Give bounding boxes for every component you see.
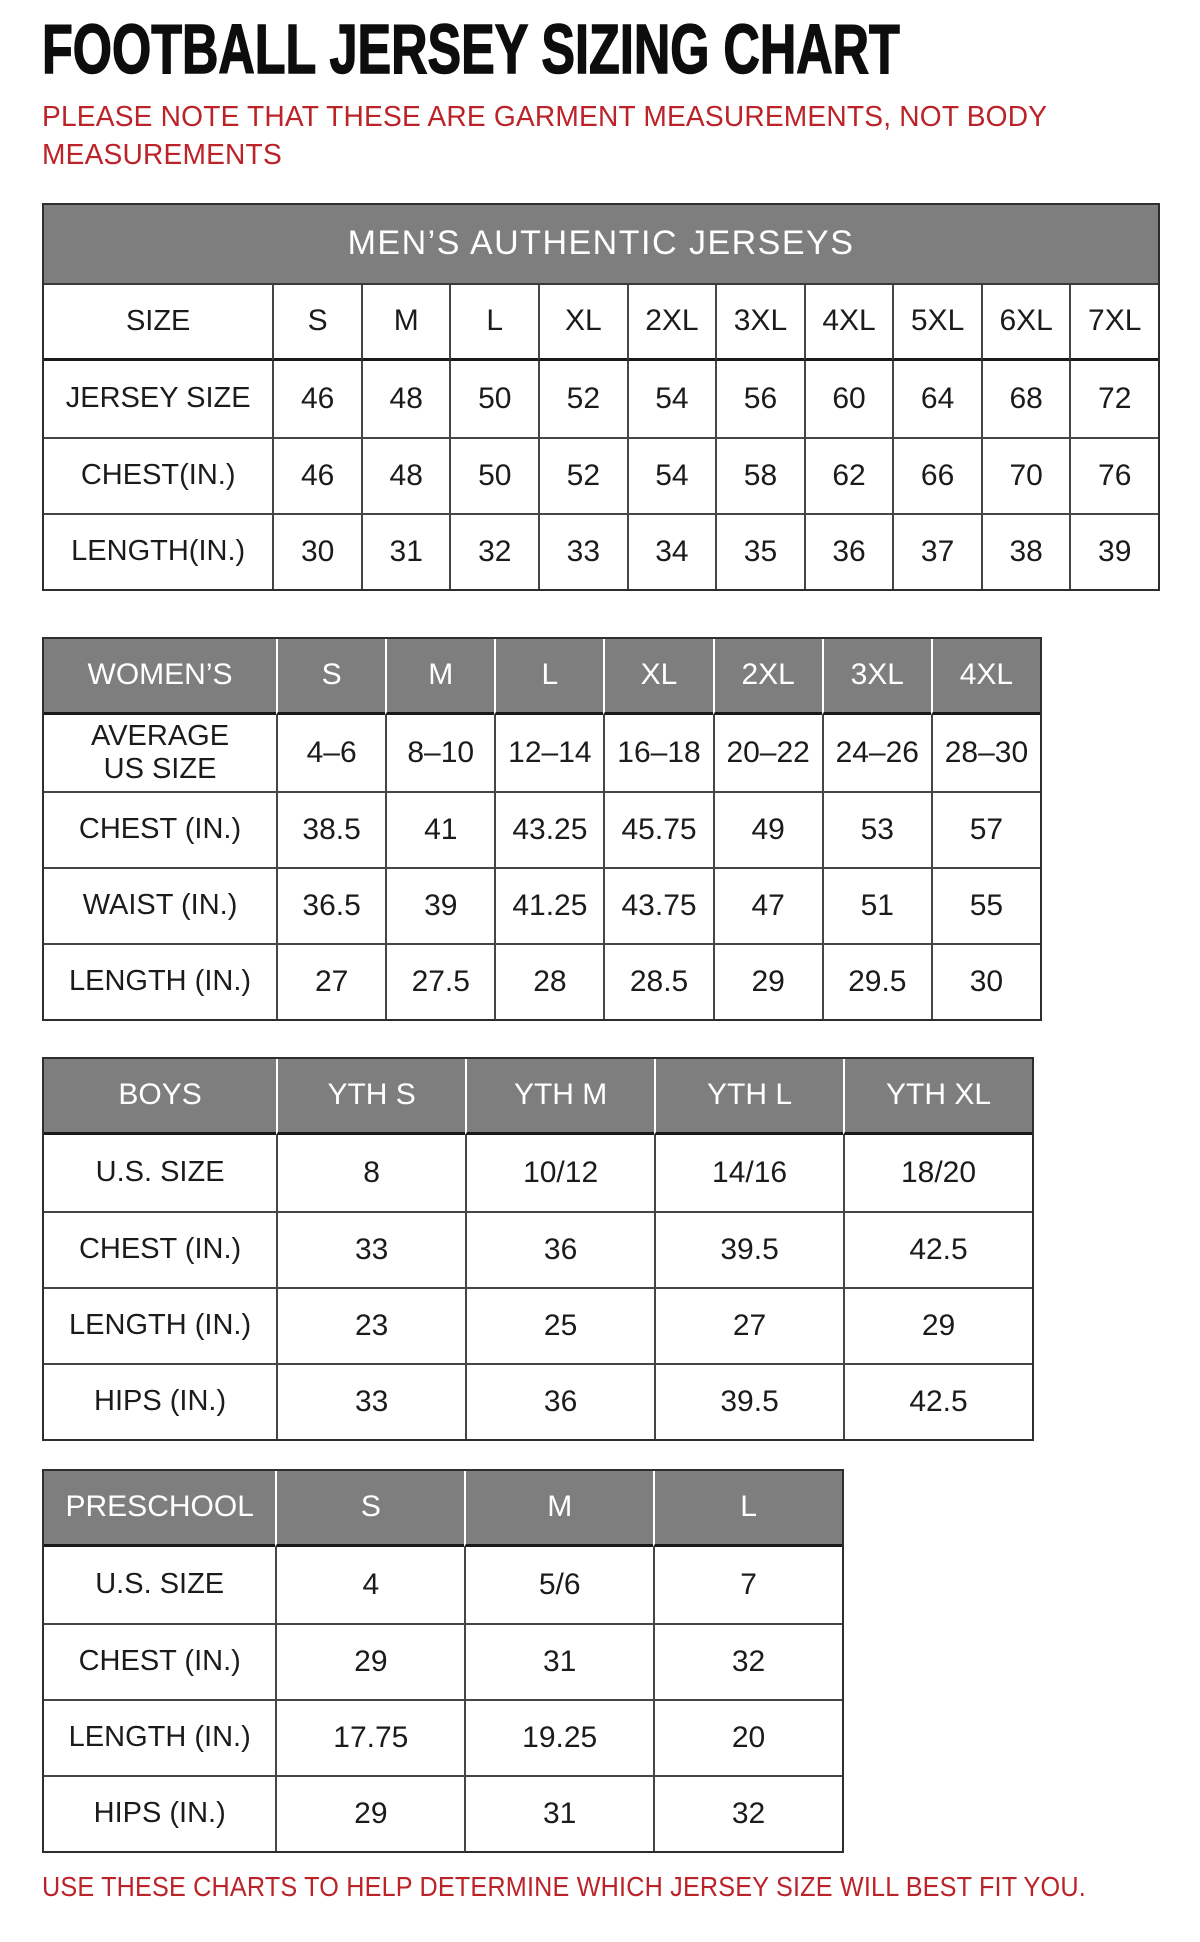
value-cell: 33 <box>276 1211 465 1287</box>
table-row <box>44 943 1040 1019</box>
table-header-cell: YTH L <box>654 1059 843 1135</box>
value-cell: 52 <box>538 361 627 437</box>
value-cell: 39.5 <box>654 1363 843 1439</box>
table-header-cell: PRESCHOOL <box>44 1471 275 1547</box>
value-cell: 29 <box>843 1287 1032 1363</box>
row-label-cell: LENGTH(IN.) <box>44 513 272 589</box>
value-cell: 50 <box>449 437 538 513</box>
value-cell: 7XL <box>1069 285 1158 361</box>
value-cell: 36 <box>465 1211 654 1287</box>
value-cell: 32 <box>653 1623 842 1699</box>
table-row <box>44 791 1040 867</box>
value-cell: 42.5 <box>843 1363 1032 1439</box>
value-cell: M <box>361 285 450 361</box>
row-label-cell: LENGTH (IN.) <box>44 943 276 1019</box>
table-header-cell: L <box>653 1471 842 1547</box>
preschool-sizing-table <box>42 1469 844 1853</box>
page-subtitle: PLEASE NOTE THAT THESE ARE GARMENT MEASUREMENTS, NOT BODY MEASUREMENTS <box>42 101 1047 172</box>
value-cell: 27 <box>276 943 385 1019</box>
value-cell: 30 <box>272 513 361 589</box>
value-cell: 50 <box>449 361 538 437</box>
row-label-cell: CHEST(IN.) <box>44 437 272 513</box>
value-cell: 52 <box>538 437 627 513</box>
value-cell: 20 <box>653 1699 842 1775</box>
table-row <box>44 1135 1032 1211</box>
value-cell: 5XL <box>892 285 981 361</box>
row-label-cell: U.S. SIZE <box>44 1135 276 1211</box>
value-cell: 43.25 <box>494 791 603 867</box>
value-cell: 36 <box>465 1363 654 1439</box>
value-cell: 48 <box>361 361 450 437</box>
table-header-cell: YTH XL <box>843 1059 1032 1135</box>
value-cell: 35 <box>715 513 804 589</box>
table-header-row <box>44 1471 842 1547</box>
value-cell: XL <box>538 285 627 361</box>
value-cell: 34 <box>627 513 716 589</box>
table-row <box>44 1363 1032 1439</box>
value-cell: 31 <box>361 513 450 589</box>
value-cell: 39 <box>385 867 494 943</box>
value-cell: 8–10 <box>385 715 494 791</box>
womens-sizing-table <box>42 637 1042 1021</box>
value-cell: 33 <box>538 513 627 589</box>
row-label-cell: AVERAGE US SIZE <box>44 715 276 791</box>
table-header-row <box>44 639 1040 715</box>
table-row <box>44 1287 1032 1363</box>
value-cell: 28 <box>494 943 603 1019</box>
value-cell: 7 <box>653 1547 842 1623</box>
table-header-cell: WOMEN’S <box>44 639 276 715</box>
value-cell: 31 <box>464 1775 653 1851</box>
value-cell: 36.5 <box>276 867 385 943</box>
table-row <box>44 867 1040 943</box>
table-row <box>44 285 1158 361</box>
table-header-cell: 3XL <box>822 639 931 715</box>
value-cell: 56 <box>715 361 804 437</box>
table-header-cell: YTH S <box>276 1059 465 1135</box>
value-cell: 32 <box>449 513 538 589</box>
table-header-cell: S <box>276 639 385 715</box>
value-cell: 70 <box>981 437 1070 513</box>
page-title: FOOTBALL JERSEY SIZING CHART <box>42 10 900 88</box>
value-cell: 19.25 <box>464 1699 653 1775</box>
table-row <box>44 1623 842 1699</box>
value-cell: 54 <box>627 437 716 513</box>
table-header-row <box>44 1059 1032 1135</box>
row-label-cell: CHEST (IN.) <box>44 791 276 867</box>
value-cell: 3XL <box>715 285 804 361</box>
value-cell: 10/12 <box>465 1135 654 1211</box>
table-header-cell: M <box>464 1471 653 1547</box>
boys-sizing-table <box>42 1057 1034 1441</box>
value-cell: 31 <box>464 1623 653 1699</box>
value-cell: 29 <box>275 1623 464 1699</box>
value-cell: 66 <box>892 437 981 513</box>
value-cell: 42.5 <box>843 1211 1032 1287</box>
row-label-cell: U.S. SIZE <box>44 1547 275 1623</box>
value-cell: 51 <box>822 867 931 943</box>
value-cell: 47 <box>713 867 822 943</box>
page-footer: USE THESE CHARTS TO HELP DETERMINE WHICH JERSEY SIZE WILL BEST FIT YOU. <box>42 1870 1086 1902</box>
value-cell: 58 <box>715 437 804 513</box>
value-cell: 39.5 <box>654 1211 843 1287</box>
table-header-cell: BOYS <box>44 1059 276 1135</box>
row-label-cell: HIPS (IN.) <box>44 1363 276 1439</box>
row-label-cell: LENGTH (IN.) <box>44 1699 275 1775</box>
table-row <box>44 437 1158 513</box>
value-cell: 33 <box>276 1363 465 1439</box>
row-label-cell: SIZE <box>44 285 272 361</box>
table-header-cell: 2XL <box>713 639 822 715</box>
value-cell: 64 <box>892 361 981 437</box>
value-cell: 4–6 <box>276 715 385 791</box>
value-cell: 18/20 <box>843 1135 1032 1211</box>
value-cell: 27 <box>654 1287 843 1363</box>
value-cell: 28–30 <box>931 715 1040 791</box>
value-cell: 76 <box>1069 437 1158 513</box>
value-cell: 32 <box>653 1775 842 1851</box>
value-cell: 53 <box>822 791 931 867</box>
table-header-cell: S <box>275 1471 464 1547</box>
value-cell: 48 <box>361 437 450 513</box>
value-cell: 8 <box>276 1135 465 1211</box>
value-cell: 68 <box>981 361 1070 437</box>
table-header-cell: M <box>385 639 494 715</box>
value-cell: 24–26 <box>822 715 931 791</box>
value-cell: 57 <box>931 791 1040 867</box>
table-row <box>44 1547 842 1623</box>
row-label-cell: WAIST (IN.) <box>44 867 276 943</box>
value-cell: 72 <box>1069 361 1158 437</box>
value-cell: 25 <box>465 1287 654 1363</box>
value-cell: 45.75 <box>603 791 712 867</box>
value-cell: 60 <box>804 361 893 437</box>
value-cell: 12–14 <box>494 715 603 791</box>
value-cell: 30 <box>931 943 1040 1019</box>
mens-table-grid <box>44 285 1158 589</box>
value-cell: 38 <box>981 513 1070 589</box>
value-cell: 46 <box>272 437 361 513</box>
value-cell: 17.75 <box>275 1699 464 1775</box>
table-row <box>44 361 1158 437</box>
mens-table-band: MEN’S AUTHENTIC JERSEYS <box>44 205 1158 285</box>
table-row <box>44 1699 842 1775</box>
value-cell: 29 <box>275 1775 464 1851</box>
table-row <box>44 1775 842 1851</box>
value-cell: 41 <box>385 791 494 867</box>
value-cell: 38.5 <box>276 791 385 867</box>
row-label-cell: CHEST (IN.) <box>44 1211 276 1287</box>
value-cell: 29.5 <box>822 943 931 1019</box>
value-cell: 49 <box>713 791 822 867</box>
value-cell: 14/16 <box>654 1135 843 1211</box>
table-row <box>44 513 1158 589</box>
value-cell: 27.5 <box>385 943 494 1019</box>
value-cell: 16–18 <box>603 715 712 791</box>
value-cell: 28.5 <box>603 943 712 1019</box>
value-cell: 36 <box>804 513 893 589</box>
table-header-cell: 4XL <box>931 639 1040 715</box>
mens-sizing-table <box>42 203 1160 591</box>
value-cell: 43.75 <box>603 867 712 943</box>
row-label-cell: CHEST (IN.) <box>44 1623 275 1699</box>
value-cell: 20–22 <box>713 715 822 791</box>
value-cell: 54 <box>627 361 716 437</box>
value-cell: S <box>272 285 361 361</box>
value-cell: 6XL <box>981 285 1070 361</box>
value-cell: 23 <box>276 1287 465 1363</box>
value-cell: 62 <box>804 437 893 513</box>
value-cell: 4XL <box>804 285 893 361</box>
table-row <box>44 715 1040 791</box>
value-cell: 39 <box>1069 513 1158 589</box>
row-label-cell: LENGTH (IN.) <box>44 1287 276 1363</box>
value-cell: 5/6 <box>464 1547 653 1623</box>
value-cell: 2XL <box>627 285 716 361</box>
table-row <box>44 1211 1032 1287</box>
row-label-cell: JERSEY SIZE <box>44 361 272 437</box>
value-cell: 41.25 <box>494 867 603 943</box>
row-label-cell: HIPS (IN.) <box>44 1775 275 1851</box>
table-header-cell: XL <box>603 639 712 715</box>
value-cell: 37 <box>892 513 981 589</box>
value-cell: L <box>449 285 538 361</box>
table-header-cell: YTH M <box>465 1059 654 1135</box>
table-header-cell: L <box>494 639 603 715</box>
value-cell: 46 <box>272 361 361 437</box>
value-cell: 4 <box>275 1547 464 1623</box>
value-cell: 55 <box>931 867 1040 943</box>
value-cell: 29 <box>713 943 822 1019</box>
